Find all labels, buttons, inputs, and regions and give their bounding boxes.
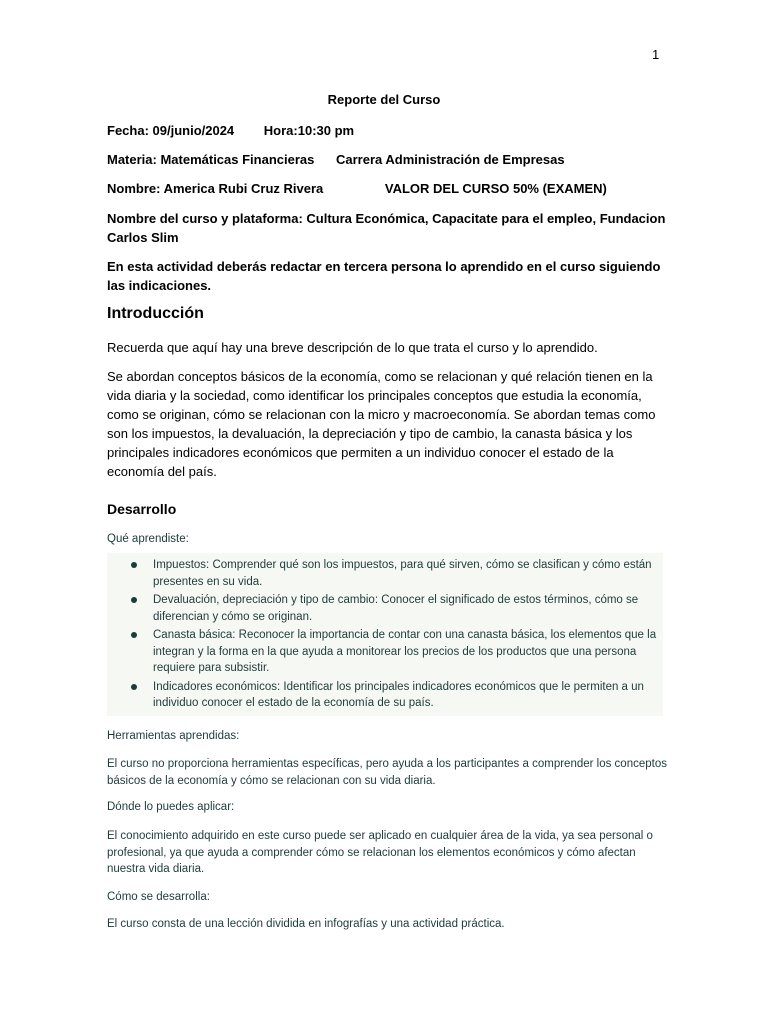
curso-text: Nombre del curso y plataforma: Cultura Económica, Capacitate para el empleo, Fundacion Carlos Slim xyxy=(107,211,666,245)
list-item: Impuestos: Comprender qué son los impuestos, para qué sirven, cómo se clasifican y cómo están presentes en su vida. xyxy=(107,557,663,590)
list-item: Canasta básica: Reconocer la importancia de contar con una canasta básica, los elementos que la integran y la forma en la que ayuda a monitorear los precios de los productos que una persona requiere para subsistir. xyxy=(107,627,663,677)
carrera-text: Carrera Administración de Empresas xyxy=(336,152,565,167)
page-number: 1 xyxy=(652,47,660,62)
list-item: Devaluación, depreciación y tipo de cambio: Conocer el significado de estos términos, cómo se diferencian y cómo se originan. xyxy=(107,592,663,625)
document-title: Reporte del Curso xyxy=(327,92,441,107)
bullet-icon xyxy=(131,562,137,568)
valor-text: VALOR DEL CURSO 50% (EXAMEN) xyxy=(384,181,607,196)
intro-paragraph-1: Recuerda que aquí hay una breve descripción de lo que trata el curso y lo aprendido. xyxy=(107,340,598,355)
como-text: El curso consta de una lección dividida en infografías y una actividad práctica. xyxy=(107,918,505,930)
materia-line xyxy=(107,152,565,167)
nombre-text: Nombre: America Rubi Cruz Rivera xyxy=(107,181,324,196)
que-aprendiste-label: Qué aprendiste: xyxy=(107,533,189,545)
hora-text: Hora:10:30 pm xyxy=(263,123,355,138)
instruction-text: En esta actividad deberás redactar en tercera persona lo aprendido en el curso siguiendo las indicaciones. xyxy=(107,259,661,293)
bullet-icon xyxy=(131,684,137,690)
nombre-line xyxy=(107,181,607,196)
desarrollo-heading: Desarrollo xyxy=(107,501,177,517)
como-label: Cómo se desarrolla: xyxy=(107,891,210,903)
bullet-icon xyxy=(131,597,137,603)
herramientas-text: El curso no proporciona herramientas específicas, pero ayuda a los participantes a comprender los conceptos básicos de la economía y cómo se relacionan con su vida diaria. xyxy=(107,758,667,787)
intro-heading: Introducción xyxy=(107,305,204,322)
fecha-text: Fecha: 09/junio/2024 xyxy=(107,123,235,138)
learning-list xyxy=(107,553,663,716)
list-item: Indicadores económicos: Identificar los principales indicadores económicos que le permiten a un individuo conocer el estado de la economía de su país. xyxy=(107,679,663,712)
materia-text: Materia: Matemáticas Financieras xyxy=(107,152,315,167)
intro-paragraph-2: Se abordan conceptos básicos de la economía, como se relacionan y qué relación tienen en la vida diaria y la sociedad, como identificar los principales conceptos que estudia la economía, como se originan, cómo se relacionan con la micro y macroeconomía. Se abordan temas como son los impuestos, la devaluación, la depreciación y tipo de cambio, la canasta básica y los principales indicadores económicos que permiten a un individuo conocer el estado de la economía del país. xyxy=(107,369,656,479)
herramientas-label: Herramientas aprendidas: xyxy=(107,730,240,742)
donde-text: El conocimiento adquirido en este curso puede ser aplicado en cualquier área de la vida, ya sea personal o profesional, ya que ayuda a comprender cómo se relacionan los elementos económicos y cómo afectan nuestra vida diaria. xyxy=(107,830,653,875)
bullet-icon xyxy=(131,632,137,638)
donde-label: Dónde lo puedes aplicar: xyxy=(107,801,235,813)
date-line xyxy=(107,123,354,138)
